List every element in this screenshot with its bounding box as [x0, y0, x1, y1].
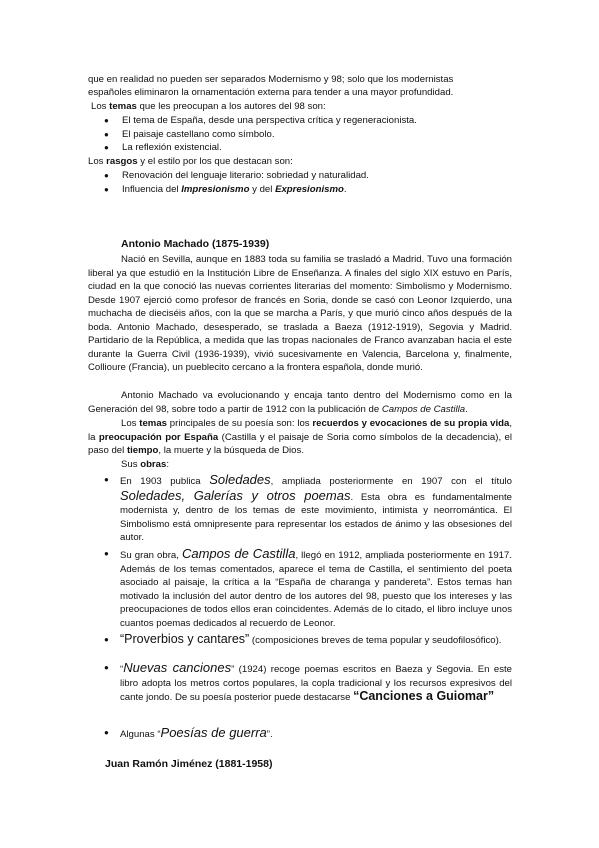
temas-g: (Castilla y el paisaje de Soria como símbolos de la decadencia), el paso del	[88, 431, 512, 456]
rasgos-post: y el estilo por los que destacan son:	[137, 156, 293, 167]
temas-h: tiempo	[126, 445, 159, 456]
obra1-galerias: Soledades, Galerías y otros poemas	[120, 487, 351, 503]
temas-a: Los	[121, 418, 140, 429]
rasgo-2-e: .	[343, 184, 347, 195]
obra2-campos: Campos de Castilla	[181, 546, 296, 561]
obra-item-3	[104, 633, 512, 648]
temas-b: temas	[139, 418, 167, 429]
temas-f: preocupación por España	[98, 431, 219, 443]
temas-pre: Los	[91, 101, 110, 112]
temas-i: , la muerte y la búsqueda de Dios.	[158, 445, 304, 456]
obra1-a: En 1903 publica	[120, 476, 210, 487]
obra4-guiomar: “Canciones a Guiomar”	[353, 689, 495, 703]
evol-a: Antonio Machado va evolucionando y encaja tanto dentro del Modernismo como en la Generación del 98, sobre todo a partir de 1912 con la publicación de	[88, 390, 512, 415]
evol-campos: Campos de Castilla	[381, 403, 466, 415]
rasgos-intro	[88, 155, 508, 169]
temas-d: recuerdos y evocaciones de su propia vida	[312, 418, 510, 429]
rasgo-item-2	[104, 183, 504, 197]
machado-heading: Antonio Machado (1875-1939)	[121, 238, 270, 250]
obras-a: Sus	[121, 459, 141, 470]
temas-intro	[91, 100, 511, 114]
obras-b: obras	[140, 459, 167, 470]
jimenez-heading: Juan Ramón Jiménez (1881-1958)	[105, 758, 273, 770]
machado-bio: Nació en Sevilla, aunque en 1883 toda su familia se trasladó a Madrid. Tuvo una formación liberal ya que estudió en la Institución Libre de Enseñanza. A finales del siglo XIX estuvo en París, ciudad en la que conoció las nuevas corrientes literarias del momento: Simbolismo y Modernismo. Desde 1907 ejerció como profesor de francés en Soria, donde se casó con Leonor Izquierdo, una muchacha de dieciséis años, con la que se marcha a París, y que murió cinco años después de la boda. Antonio Machado, desesperado, se traslada a Baeza (1912-1919), Segovia y Madrid. Partidario de la República, a medida que las tropas nacionales de Franco avanzaban hacia el este durante la Guerra Civil (1936-1939), vivió sucesivamente en Valencia, Barcelona y, finalmente, Collioure (Francia), un pueblecito cercano a la frontera española, donde murió.	[88, 254, 512, 373]
intro-line-2: españoles eliminaron la ornamentación externa para tender a una mayor profundidad.	[88, 87, 454, 98]
rasgos-bold: rasgos	[106, 156, 138, 167]
rasgos-pre: Los	[88, 156, 107, 167]
obra4-a: “	[120, 664, 124, 675]
obra1-e: . Esta obra es fundamentalmente modernista y, dentro de los temas de este movimiento, intimista y neorromántica. El Simbolismo está omnipresente para representar los estados de ánimo y las obsesiones del autor.	[120, 491, 513, 543]
obra5-c: ”.	[266, 729, 273, 740]
obras-c: :	[166, 459, 170, 470]
rasgo-2-expresionismo: Expresionismo	[275, 184, 344, 195]
evol-c: .	[465, 403, 468, 415]
temas-e: , la	[88, 418, 513, 443]
obra3-proverbios: “Proverbios y cantares”	[120, 632, 250, 646]
tema-item-2: ● El paisaje castellano como símbolo.	[104, 128, 504, 142]
intro-line-1: que en realidad no pueden ser separados Modernismo y 98; solo que los modernistas	[88, 74, 454, 85]
obra-item-1	[104, 473, 512, 545]
temas-post: que les preocupan a los autores del 98 son:	[136, 101, 326, 112]
obra3-b: (composiciones breves de tema popular y seudofilosófico).	[249, 635, 502, 646]
obra2-a: Su gran obra,	[120, 550, 182, 561]
obra2-c: , llegó en 1912, ampliada posteriormente en 1917. Además de los temas comentados, aparece el tema de Castilla, el sentimiento del poeta asociado al paisaje, la crítica a la “España de charanga y pandereta”. Estos temas han motivado la inclusión del autor dentro de los autores del 98, puesto que los intereses y las preocupaciones de todos ellos eran coincidentes. Además de lo citado, el libro incluye unos cuantos poemas dedicados al recuerdo de Leonor.	[120, 550, 512, 629]
tema-item-1: ● El tema de España, desde una perspectiva crítica y regeneracionista.	[104, 114, 504, 128]
obra-item-4	[104, 661, 512, 705]
obra-item-5	[104, 726, 512, 742]
obra5-poesias: Poesías de guerra	[160, 725, 267, 740]
rasgo-item-1: ● Renovación del lenguaje literario: sobriedad y naturalidad.	[104, 169, 504, 183]
temas-c: principales de su poesía son: los	[167, 418, 313, 429]
obra4-nuevas: Nuevas canciones	[123, 660, 232, 675]
obra1-c: , ampliada posteriormente en 1907 con el título	[270, 476, 512, 487]
obra4-c: ” (1924) recoge poemas escritos en Baeza y Segovia. En este libro adopta los metros cortos populares, la copla tradicional y los recursos expresivos del cante jondo. De su poesía posterior puede destacarse	[120, 664, 512, 703]
rasgo-2-a: Influencia del	[122, 184, 182, 195]
obras-label	[121, 458, 169, 472]
obra-item-2	[104, 547, 512, 630]
machado-temas	[88, 417, 512, 458]
machado-evolucion	[88, 389, 512, 416]
tema-item-3: ● La reflexión existencial.	[104, 141, 504, 155]
obra1-soledades: Soledades	[209, 472, 271, 487]
rasgo-2-c: y del	[249, 184, 276, 195]
obra5-a: Algunas “	[120, 729, 161, 740]
rasgo-2-impresionismo: Impresionismo	[181, 184, 250, 195]
temas-bold: temas	[109, 101, 137, 112]
